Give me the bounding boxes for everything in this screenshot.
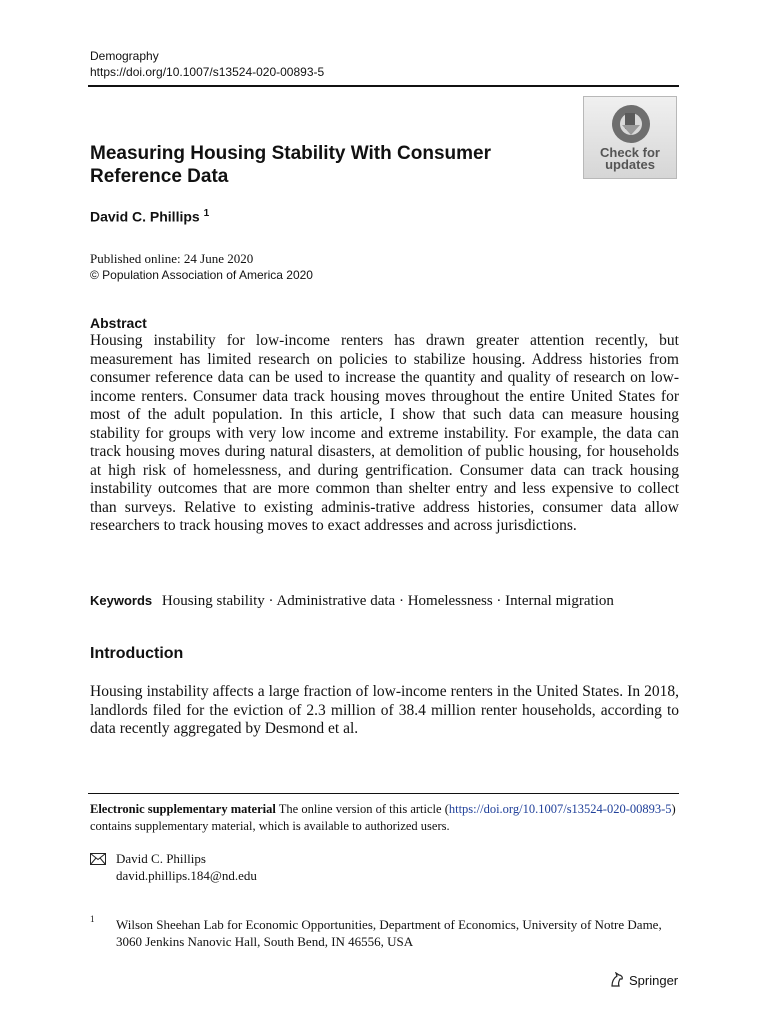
- esm-link[interactable]: https://doi.org/10.1007/s13524-020-00893-5: [448, 802, 672, 816]
- article-doi[interactable]: https://doi.org/10.1007/s13524-020-00893-5: [90, 65, 325, 79]
- footnote-rule: [88, 793, 679, 794]
- mail-icon: [90, 853, 106, 865]
- esm-text-after: ) contains supplementary material, which is available to authorized users.: [90, 802, 676, 833]
- published-date: Published online: 24 June 2020: [90, 251, 254, 266]
- publisher-name: Springer: [629, 973, 679, 988]
- check-for-updates-icon: [610, 103, 652, 145]
- author-line: [90, 208, 209, 225]
- author-affiliation-mark: 1: [203, 208, 210, 219]
- author-name: David C. Phillips: [90, 208, 200, 225]
- keywords-line: [90, 591, 614, 611]
- badge-line-1: Check for: [600, 145, 660, 160]
- contact-email[interactable]: david.phillips.184@nd.edu: [116, 868, 257, 883]
- publisher-logo: [609, 972, 678, 988]
- keywords-list: Housing stability · Administrative data · Homelessness · Internal migration: [161, 593, 614, 609]
- introduction-heading: Introduction: [90, 645, 184, 662]
- affiliation-number: 1: [90, 914, 95, 924]
- badge-line-2: updates: [605, 157, 655, 172]
- supplementary-material-note: [90, 801, 679, 835]
- check-for-updates-badge[interactable]: [583, 96, 677, 179]
- copyright-notice: © Population Association of America 2020: [90, 268, 313, 282]
- contact-name: David C. Phillips: [116, 851, 206, 866]
- esm-label: Electronic supplementary material: [90, 802, 276, 816]
- journal-name: Demography: [90, 49, 159, 63]
- affiliation-text: Wilson Sheehan Lab for Economic Opportunities, Department of Economics, University of Notre Dame, 3060 Jenkins Nanovic Hall, South Bend, IN 46556, USA: [116, 917, 662, 949]
- keywords-label: Keywords: [90, 593, 153, 608]
- abstract-text: Housing instability for low-income renters has drawn greater attention recently, but measurement has limited research on policies to stabilize housing. Address histories from consumer reference data can be used to increase the quantity and quality of research on low-income renters. Consumer data track housing moves throughout the entire United States for most of the adult population. In this article, I show that such data can measure housing stability for groups with very low income and extreme instability. For example, the data can track housing moves during natural disasters, at demolition of public housing, for households at high risk of homelessness, and during gentrification. Consumer data can track housing instability outcomes that are more common than shelter entry and less expensive to collect than surveys. Relative to existing adminis-trative address histories, consumer data allow researchers to track housing moves to exact addresses and across jurisdictions.: [90, 332, 679, 534]
- introduction-text: Housing instability affects a large fraction of low-income renters in the United States. In 2018, landlords filed for the eviction of 2.3 million of 38.4 million renter households, according to data recently aggregated by Desmond et al.: [90, 683, 679, 737]
- article-title: Measuring Housing Stability With Consumer Reference Data: [90, 143, 491, 187]
- esm-text-before: The online version of this article (: [278, 802, 449, 816]
- abstract-heading: Abstract: [90, 315, 147, 331]
- header-rule: [88, 85, 679, 87]
- springer-horse-icon: [609, 972, 625, 988]
